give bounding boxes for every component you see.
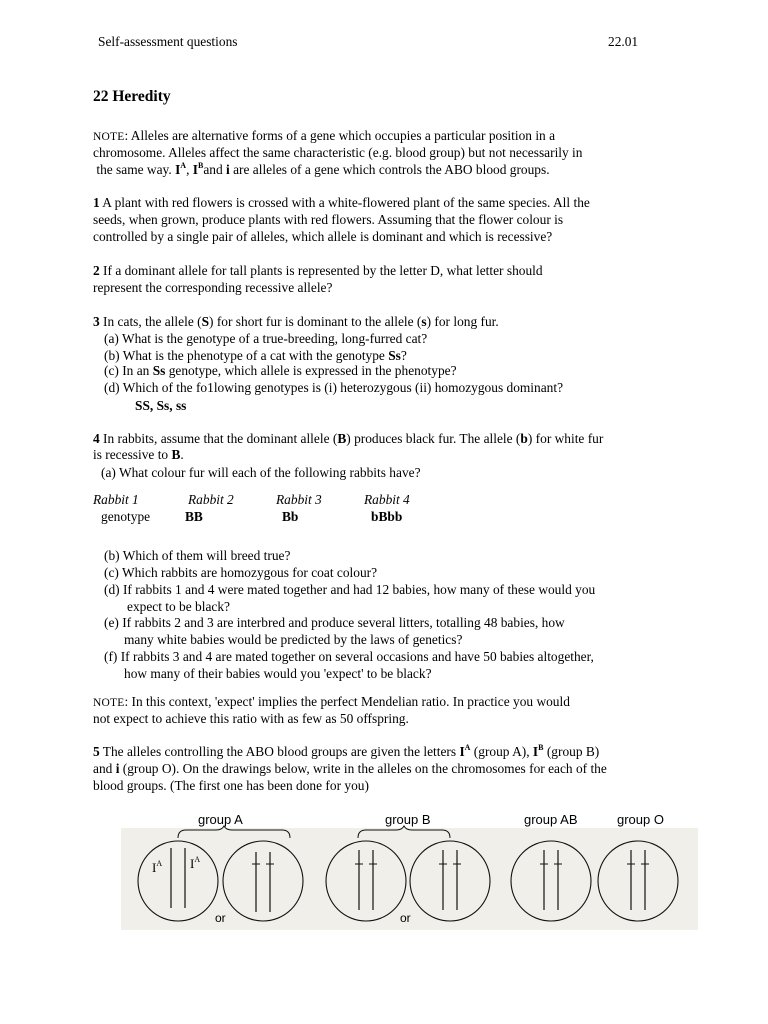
group-a-label: group A	[198, 812, 243, 827]
group-b-label: group B	[385, 812, 431, 827]
or-label-group-b: or	[400, 911, 411, 925]
question-number: 5	[93, 744, 100, 759]
question-4c: (c) Which rabbits are homozygous for coat colour?	[104, 565, 378, 580]
rabbit-3-label: Rabbit 3	[276, 492, 322, 507]
group-a-brace	[178, 826, 290, 838]
rabbit-2-label: Rabbit 2	[188, 492, 234, 507]
group-b-brace	[358, 826, 450, 838]
allele-label-1: $I^A$	[152, 859, 163, 875]
header-page-number: 22.01	[608, 34, 639, 49]
cell-group-b-2	[410, 841, 490, 921]
question-4d: (d) If rabbits 1 and 4 were mated together and had 12 babies, how many of these would you	[104, 582, 596, 597]
question-number: 1	[93, 195, 100, 210]
question-3d: (d) Which of the fo1lowing genotypes is (i) heterozygous (ii) homozygous dominant?	[104, 380, 564, 395]
header-left: Self-assessment questions	[98, 34, 238, 49]
question-3c: (c) In an Ss genotype, which allele is expressed in the phenotype?	[104, 363, 457, 378]
question-3b: (b) What is the phenotype of a cat with the genotype Ss?	[104, 348, 407, 363]
question-4b: (b) Which of them will breed true?	[104, 548, 291, 563]
allele-label-2: $I^A$	[190, 855, 201, 871]
cell-group-a-1	[138, 841, 218, 921]
cell-group-a-2	[223, 841, 303, 921]
group-ab-label: group AB	[524, 812, 578, 827]
question-number: 4	[93, 431, 100, 446]
cell-group-o	[598, 841, 678, 921]
question-number: 2	[93, 263, 100, 278]
group-o-label: group O	[617, 812, 664, 827]
rabbit-4-genotype: bBbb	[371, 509, 403, 524]
cell-group-ab	[511, 841, 591, 921]
note-label: NOTE	[93, 697, 125, 709]
note-label: NOTE	[93, 131, 125, 143]
rabbit-1-label: Rabbit 1	[93, 492, 139, 507]
question-number: 3	[93, 314, 100, 329]
genotype-options: SS, Ss, ss	[135, 398, 187, 413]
question-3a: (a) What is the genotype of a true-breeding, long-furred cat?	[104, 331, 428, 346]
question-4f: (f) If rabbits 3 and 4 are mated together on several occasions and have 50 babies altogether,	[104, 649, 594, 664]
genotype-label: genotype	[101, 509, 151, 524]
rabbit-1-genotype: BB	[185, 509, 203, 524]
or-label-group-a: or	[215, 911, 226, 925]
question-4e: (e) If rabbits 2 and 3 are interbred and produce several litters, totalling 48 babies, how	[104, 615, 565, 630]
rabbit-4-label: Rabbit 4	[364, 492, 410, 507]
question-4a: (a) What colour fur will each of the following rabbits have?	[101, 465, 421, 480]
rabbit-3-genotype: Bb	[282, 509, 299, 524]
cell-group-b-1	[326, 841, 406, 921]
page-title: 22 Heredity	[93, 88, 171, 105]
